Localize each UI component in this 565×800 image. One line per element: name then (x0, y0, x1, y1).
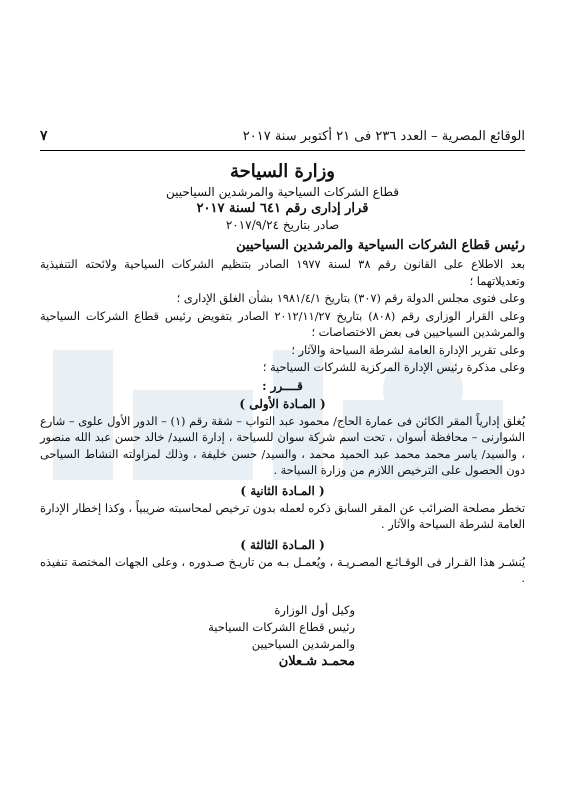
sector-name: قطاع الشركات السياحية والمرشدين السياحيين (165, 185, 400, 199)
signature-line: وكيل أول الوزارة (274, 602, 355, 617)
preamble-paragraph: وعلى القرار الوزارى رقم (٨٠٨) بتاريخ ٢٠١٢/١١/٢٧ الصادر بتفويض رئيس قطاع الشركات السياحية والمرشدين السياحيين فى بعض الاختصاصات ؛ (40, 309, 525, 339)
preamble-paragraph: بعد الاطلاع على القانون رقم ٣٨ لسنة ١٩٧٧ الصادر بتنظيم الشركات السياحية ولائحته التنفيذية وتعديلاتهما ؛ (40, 258, 525, 288)
signature-line: رئيس قطاع الشركات السياحية (208, 619, 355, 634)
article-title: ( المـادة الأولى ) (239, 396, 326, 411)
preamble-paragraph: وعلى فتوى مجلس الدولة رقم (٣٠٧) بتاريخ ١٩٨١/٤/١ بشأن الغلق الإدارى ؛ (176, 292, 525, 305)
issuer-title: رئيس قطاع الشركات السياحية والمرشدين السياحيين (236, 238, 525, 253)
decree-title: قرار إدارى رقم ٦٤١ لسنة ٢٠١٧ (196, 201, 369, 216)
decided-heading: قــــرر : (262, 378, 303, 393)
article-title: ( المـادة الثانية ) (240, 483, 325, 498)
signatory-name: محمـد شـعلان (278, 653, 355, 669)
signature-line: والمرشدين السياحيين (251, 636, 355, 651)
signature-block (40, 602, 525, 670)
article-text: يُنشـر هذا القـرار فى الوقـائـع المصـريـة ، ويُعمـل بـه من تاريـخ صـدوره ، وعلى الجهات المختصة تنفيذه . (40, 555, 525, 585)
issued-date: صادر بتاريخ ٢٠١٧/٩/٢٤ (225, 218, 340, 232)
ministry-title: وزارة السياحة (229, 161, 335, 182)
publication-line: الوقائع المصرية – العدد ٢٣٦ فى ٢١ أكتوبر سنة ٢٠١٧ (242, 129, 525, 144)
preamble-paragraph: وعلى تقرير الإدارة العامة لشرطة السياحة والآثار ؛ (291, 343, 525, 357)
page-header (40, 128, 525, 151)
page-number: ٧ (40, 128, 48, 144)
article-text: تخطر مصلحة الضرائب عن المقر السابق ذكره لعمله بدون ترخيص لمحاسبته ضريبياً ، وكذا إخطار الإدارة العامة لشرطة السياحة والآثار . (40, 501, 525, 531)
article-text: يُغلق إدارياً المقر الكائن فى عمارة الحاج/ محمود عبد التواب – شقة رقم (١) – الدور الأول علوى – شارع الشوارنى – محافظة أسوان ، تحت اسم شركة سوان للسياحة ، إدارة السيد/ خالد حسن عبد الله منصور ، والسيد/ ياسر محمد محمد عبد الحميد محمد ، والسيد/ حسن خليفة ، وذلك لمزاولته النشاط السياحى دون الحصول على الترخيص اللازم من وزارة السياحة . (40, 414, 525, 477)
document-page (40, 128, 525, 800)
preamble-paragraph: وعلى مذكرة رئيس الإدارة المركزية للشركات السياحية ؛ (262, 361, 525, 374)
article-title: ( المـادة الثالثة ) (240, 537, 325, 552)
